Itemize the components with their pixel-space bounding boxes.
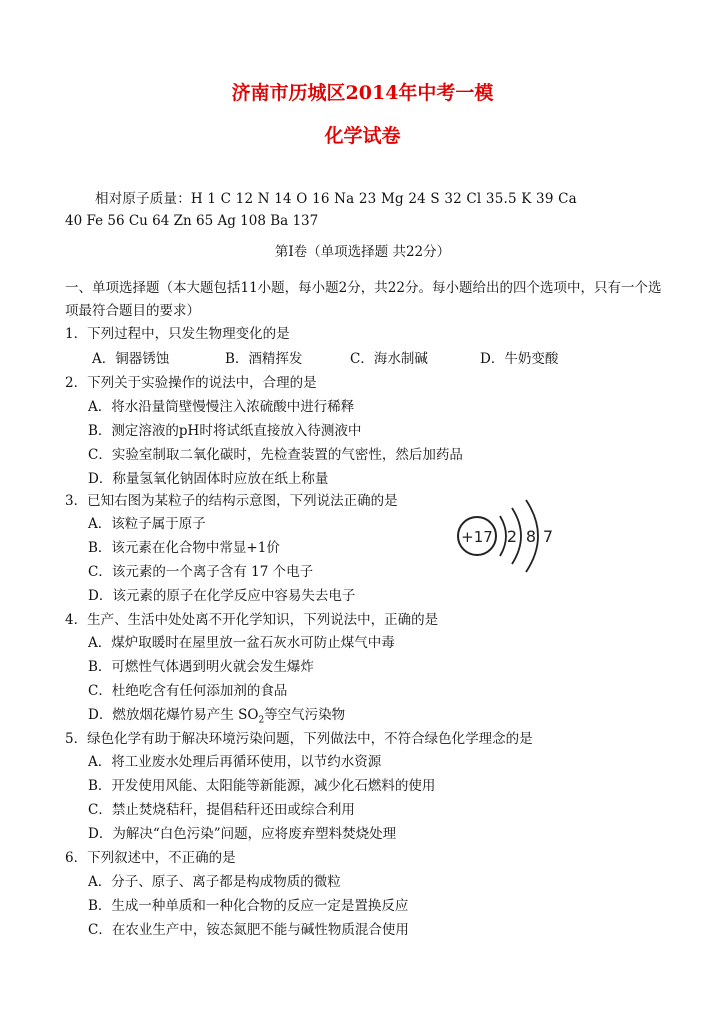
section-intro: 一、单项选择题（本大题包括11小题，每小题2分，共22分。每小题给出的四个选项中，只有一个选项最符合题目的要求） [65, 280, 662, 319]
q4-option-d-text: D．燃放烟花爆竹易产生 SO [88, 707, 259, 723]
nucleus-charge: +17 [461, 528, 493, 546]
shell-electrons-1: 2 [506, 527, 518, 546]
q1-option-a: A．铜器锈蚀 [92, 351, 170, 367]
q1-option-d: D．牛奶变酸 [480, 351, 559, 367]
q3-stem: 3．已知右图为某粒子的结构示意图，下列说法正确的是 [65, 493, 398, 509]
q5-option-a: A．将工业废水处理后再循环使用，以节约水资源 [88, 754, 382, 770]
q2-option-b: B．测定溶液的pH时将试纸直接放入待测液中 [88, 423, 362, 439]
q6-option-a: A．分子、原子、离子都是构成物质的微粒 [88, 874, 341, 890]
q1-option-b: B．酒精挥发 [225, 351, 303, 367]
q2-option-a: A．将水沿量筒壁慢慢注入浓硫酸中进行稀释 [88, 399, 355, 415]
q3-option-c: C．该元素的一个离子含有 17 个电子 [88, 564, 314, 580]
atomic-masses-line-2: 40 Fe 56 Cu 64 Zn 65 Ag 108 Ba 137 [65, 213, 319, 229]
q3-option-d: D．该元素的原子在化学反应中容易失去电子 [88, 588, 356, 604]
q5-option-b: B．开发使用风能、太阳能等新能源，减少化石燃料的使用 [88, 778, 436, 794]
electron-shell-arc-1 [500, 516, 506, 556]
q3-option-b: B．该元素在化合物中常显+1价 [88, 540, 280, 556]
q6-option-b: B．生成一种单质和一种化合物的反应一定是置换反应 [88, 898, 409, 914]
exam-title: 济南市历城区2014年中考一模 [231, 82, 494, 104]
q1-option-c: C．海水制碱 [350, 351, 428, 367]
shell-electrons-3: 7 [542, 527, 554, 546]
exam-subtitle: 化学试卷 [324, 125, 401, 147]
shell-electrons-2: 8 [525, 527, 537, 546]
q2-option-c: C．实验室制取二氧化碳时，先检查装置的气密性，然后加药品 [88, 447, 463, 463]
q5-option-d: D．为解决“白色污染”问题，应将废弃塑料焚烧处理 [88, 826, 397, 842]
q6-stem: 6．下列叙述中，不正确的是 [65, 850, 236, 866]
q6-option-c: C．在农业生产中，铵态氮肥不能与碱性物质混合使用 [88, 922, 409, 938]
q3-option-a: A．该粒子属于原子 [88, 516, 206, 532]
part-title: 第Ⅰ卷（单项选择题 共22分） [274, 244, 451, 260]
q4-option-a: A．煤炉取暖时在屋里放一盆石灰水可防止煤气中毒 [88, 635, 395, 651]
q4-stem: 4．生产、生活中处处离不开化学知识，下列说法中，正确的是 [65, 612, 439, 628]
q4-option-d [88, 703, 345, 726]
q1-stem: 1．下列过程中，只发生物理变化的是 [65, 326, 290, 342]
q2-option-d: D．称量氢氧化钠固体时应放在纸上称量 [88, 471, 329, 487]
q4-option-c: C．杜绝吃含有任何添加剂的食品 [88, 683, 288, 699]
q4-option-d-subscript: 2 [258, 715, 265, 726]
q2-stem: 2．下列关于实验操作的说法中，合理的是 [65, 375, 317, 391]
q5-option-c: C．禁止焚烧秸秆，提倡秸秆还田或综合利用 [88, 802, 355, 818]
atomic-masses-line-1: 相对原子质量：H 1 C 12 N 14 O 16 Na 23 Mg 24 S 32 Cl 35.5 K 39 Ca [95, 191, 577, 207]
q4-option-b: B．可燃性气体遇到明火就会发生爆炸 [88, 659, 314, 675]
q4-option-d-text-end: 等空气污染物 [264, 707, 346, 723]
atomic-structure-diagram [452, 494, 562, 580]
q5-stem: 5．绿色化学有助于解决环境污染问题，下列做法中，不符合绿色化学理念的是 [65, 731, 533, 747]
